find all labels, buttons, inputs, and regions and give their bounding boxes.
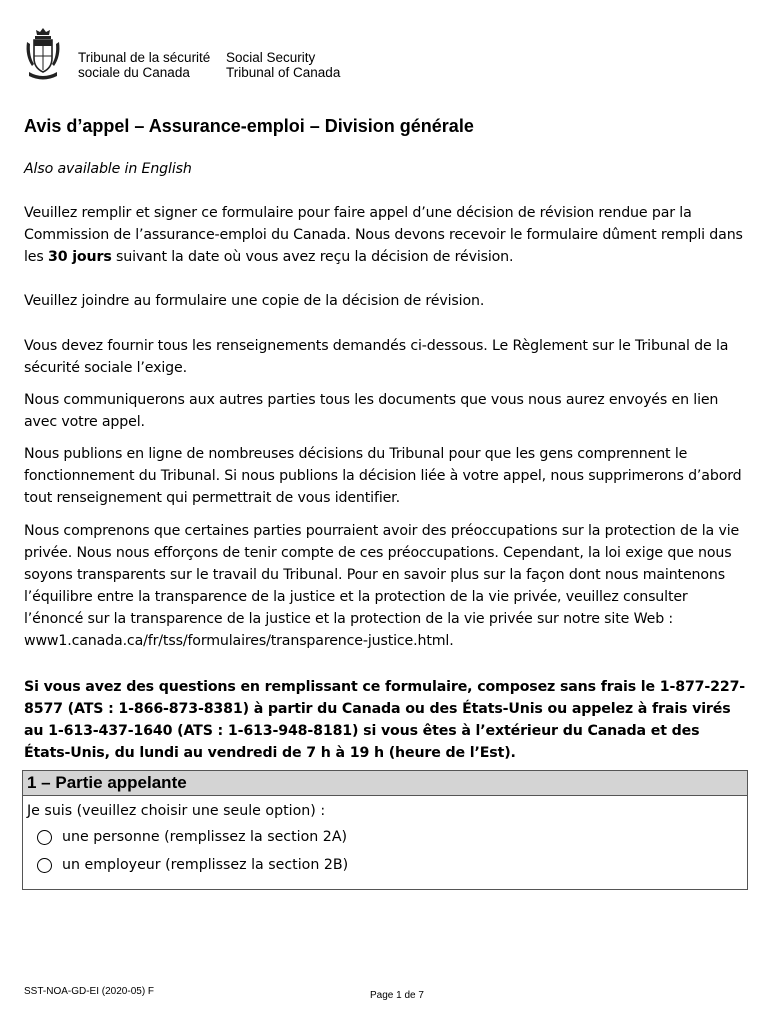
option-person-label: une personne (remplissez la section 2A) — [62, 829, 348, 845]
option-person[interactable] — [23, 823, 747, 851]
option-employer[interactable] — [23, 851, 747, 879]
intro-text-end: suivant la date où vous avez reçu la décision de révision. — [111, 249, 514, 265]
privacy-paragraph: Nous comprenons que certaines parties pourraient avoir des préoccupations sur la protection de la vie privée. Nous nous efforçons de tenir compte de ces préoccupations. Cependant, la loi exige que nous soyons transparents sur le travail du Tribunal. Pour en savoir plus sur la façon dont nous maintenons l’équilibre entre la transparence de la justice et la protection de la vie privée, veuillez consulter l’énoncé sur la transparence de la justice et la protection de la vie privée sur notre site Web : www1.canada.ca/fr/tss/formulaires/transparence-justice.html. — [24, 523, 740, 649]
person-radio[interactable] — [37, 830, 52, 845]
intro-text-start: Veuillez remplir et signer ce formulaire pour faire appel d’une décision de révision rendue par la Commission de l’assurance-emploi du Canada. Nous devons recevoir le formulaire dûment rempli dans les — [24, 205, 743, 265]
org-fr-line1: Tribunal de la sécurité — [78, 50, 211, 65]
page-title: Avis d’appel – Assurance-emploi – Division générale — [24, 116, 474, 136]
appellant-section — [22, 770, 748, 890]
employer-radio[interactable] — [37, 858, 52, 873]
org-name-fr — [78, 50, 228, 80]
org-en-line2: Tribunal of Canada — [226, 65, 341, 80]
org-en-line1: Social Security — [226, 50, 316, 65]
deadline-days: 30 jours — [47, 249, 112, 265]
also-available-note: Also available in English — [24, 161, 192, 177]
org-name-en — [226, 50, 376, 80]
contact-info-paragraph: Si vous avez des questions en remplissant ce formulaire, composez sans frais le 1-877-227-8577 (ATS : 1-866-873-8381) à partir du Canada ou des États-Unis ou appelez à frais virés au 1-613-437-1640 (ATS : 1-613-948-8181) si vous êtes à l’extérieur du Canada et des États-Unis, du lundi au vendredi de 7 h à 19 h (heure de l’Est). — [24, 679, 746, 761]
attach-decision-paragraph: Veuillez joindre au formulaire une copie de la décision de révision. — [24, 293, 485, 309]
share-documents-paragraph: Nous communiquerons aux autres parties tous les documents que vous nous aurez envoyés en lien avec votre appel. — [24, 392, 719, 430]
required-info-paragraph: Vous devez fournir tous les renseignements demandés ci-dessous. Le Règlement sur le Tribunal de la sécurité sociale l’exige. — [24, 338, 729, 376]
page-number: Page 1 de 7 — [370, 990, 424, 1001]
coat-of-arms-icon — [24, 26, 62, 82]
option-employer-label: un employeur (remplissez la section 2B) — [62, 857, 349, 873]
section-heading: 1 – Partie appelante — [23, 771, 747, 796]
intro-paragraph — [24, 202, 748, 268]
publication-paragraph: Nous publions en ligne de nombreuses décisions du Tribunal pour que les gens comprennent le fonctionnement du Tribunal. Si nous publions la décision liée à votre appel, nous supprimerons d’abord tout renseignement qui permettrait de vous identifier. — [24, 446, 742, 506]
appellant-question: Je suis (veuillez choisir une seule option) : — [27, 803, 326, 819]
org-fr-line2: sociale du Canada — [78, 65, 190, 80]
form-code: SST-NOA-GD-EI (2020-05) F — [24, 986, 155, 997]
